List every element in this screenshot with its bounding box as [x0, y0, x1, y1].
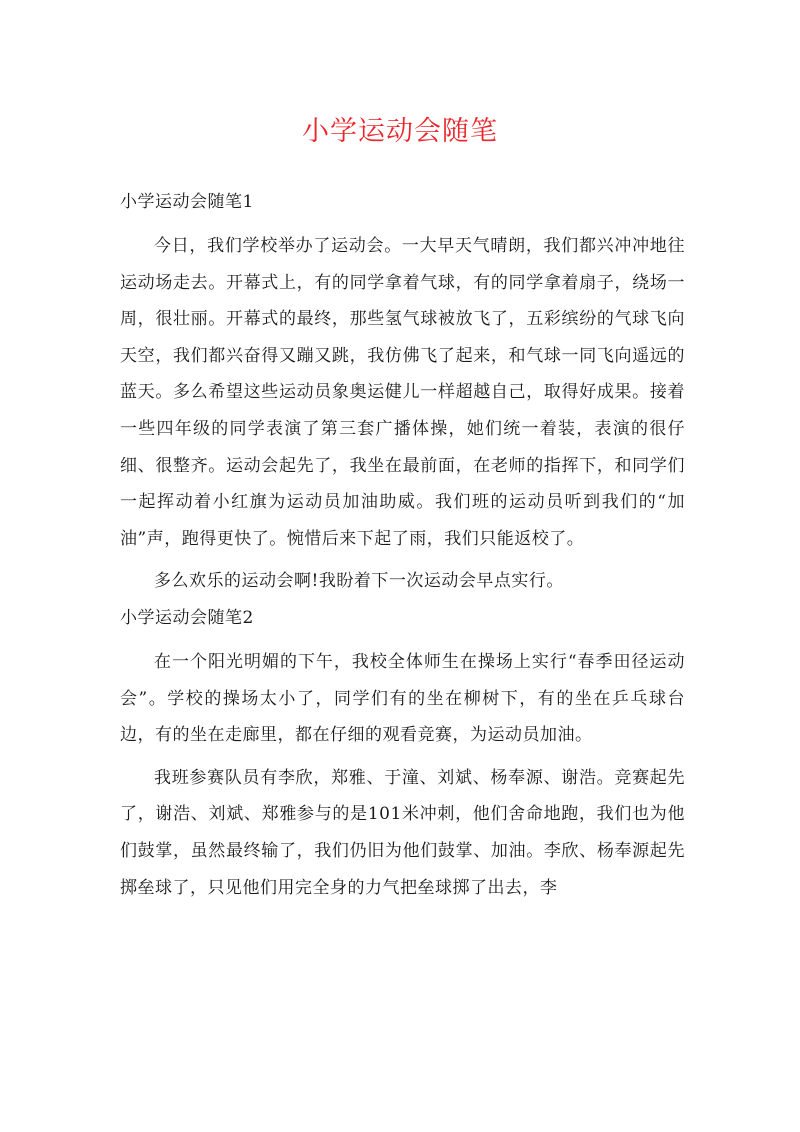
- paragraph: 多么欢乐的运动会啊!我盼着下一次运动会早点实行。: [154, 571, 564, 592]
- section-heading: 小学运动会随笔2: [120, 607, 254, 628]
- paragraph: 在一个阳光明媚的下午，我校全体师生在操场上实行“春季田径运动会”。学校的操场太小了，同学们有的坐在柳树下，有的坐在乒乓球台边，有的坐在走廊里，都在仔细的观看竞赛，为运动员加油。: [120, 651, 685, 746]
- document-title: 小学运动会随笔: [302, 116, 498, 147]
- document-body: [120, 184, 685, 906]
- paragraph: 今日，我们学校举办了运动会。一大早天气晴朗，我们都兴冲冲地往运动场走去。开幕式上，有的同学拿着气球，有的同学拿着扇子，绕场一周，很壮丽。开幕式的最终，那些氢气球被放飞了，五彩缤纷的气球飞向天空，我们都兴奋得又蹦又跳，我仿佛飞了起来，和气球一同飞向遥远的蓝天。多么希望这些运动员象奥运健儿一样超越自己，取得好成果。接着一些四年级的同学表演了第三套广播体操，她们统一着装，表演的很仔细、很整齐。运动会起先了，我坐在最前面，在老师的指挥下，和同学们一起挥动着小红旗为运动员加油助威。我们班的运动员听到我们的“加油”声，跑得更快了。惋惜后来下起了雨，我们只能返校了。: [120, 236, 685, 549]
- paragraph: 我班参赛队员有李欣，郑雅、于潼、刘斌、杨奉源、谢浩。竞赛起先了，谢浩、刘斌、郑雅参与的是101米冲刺，他们舍命地跑，我们也为他们鼓掌，虽然最终输了，我们仍旧为他们鼓掌、加油。李欣、杨奉源起先掷垒球了，只见他们用完全身的力气把垒球掷了出去，李: [120, 767, 685, 898]
- section-heading: 小学运动会随笔1: [120, 192, 254, 212]
